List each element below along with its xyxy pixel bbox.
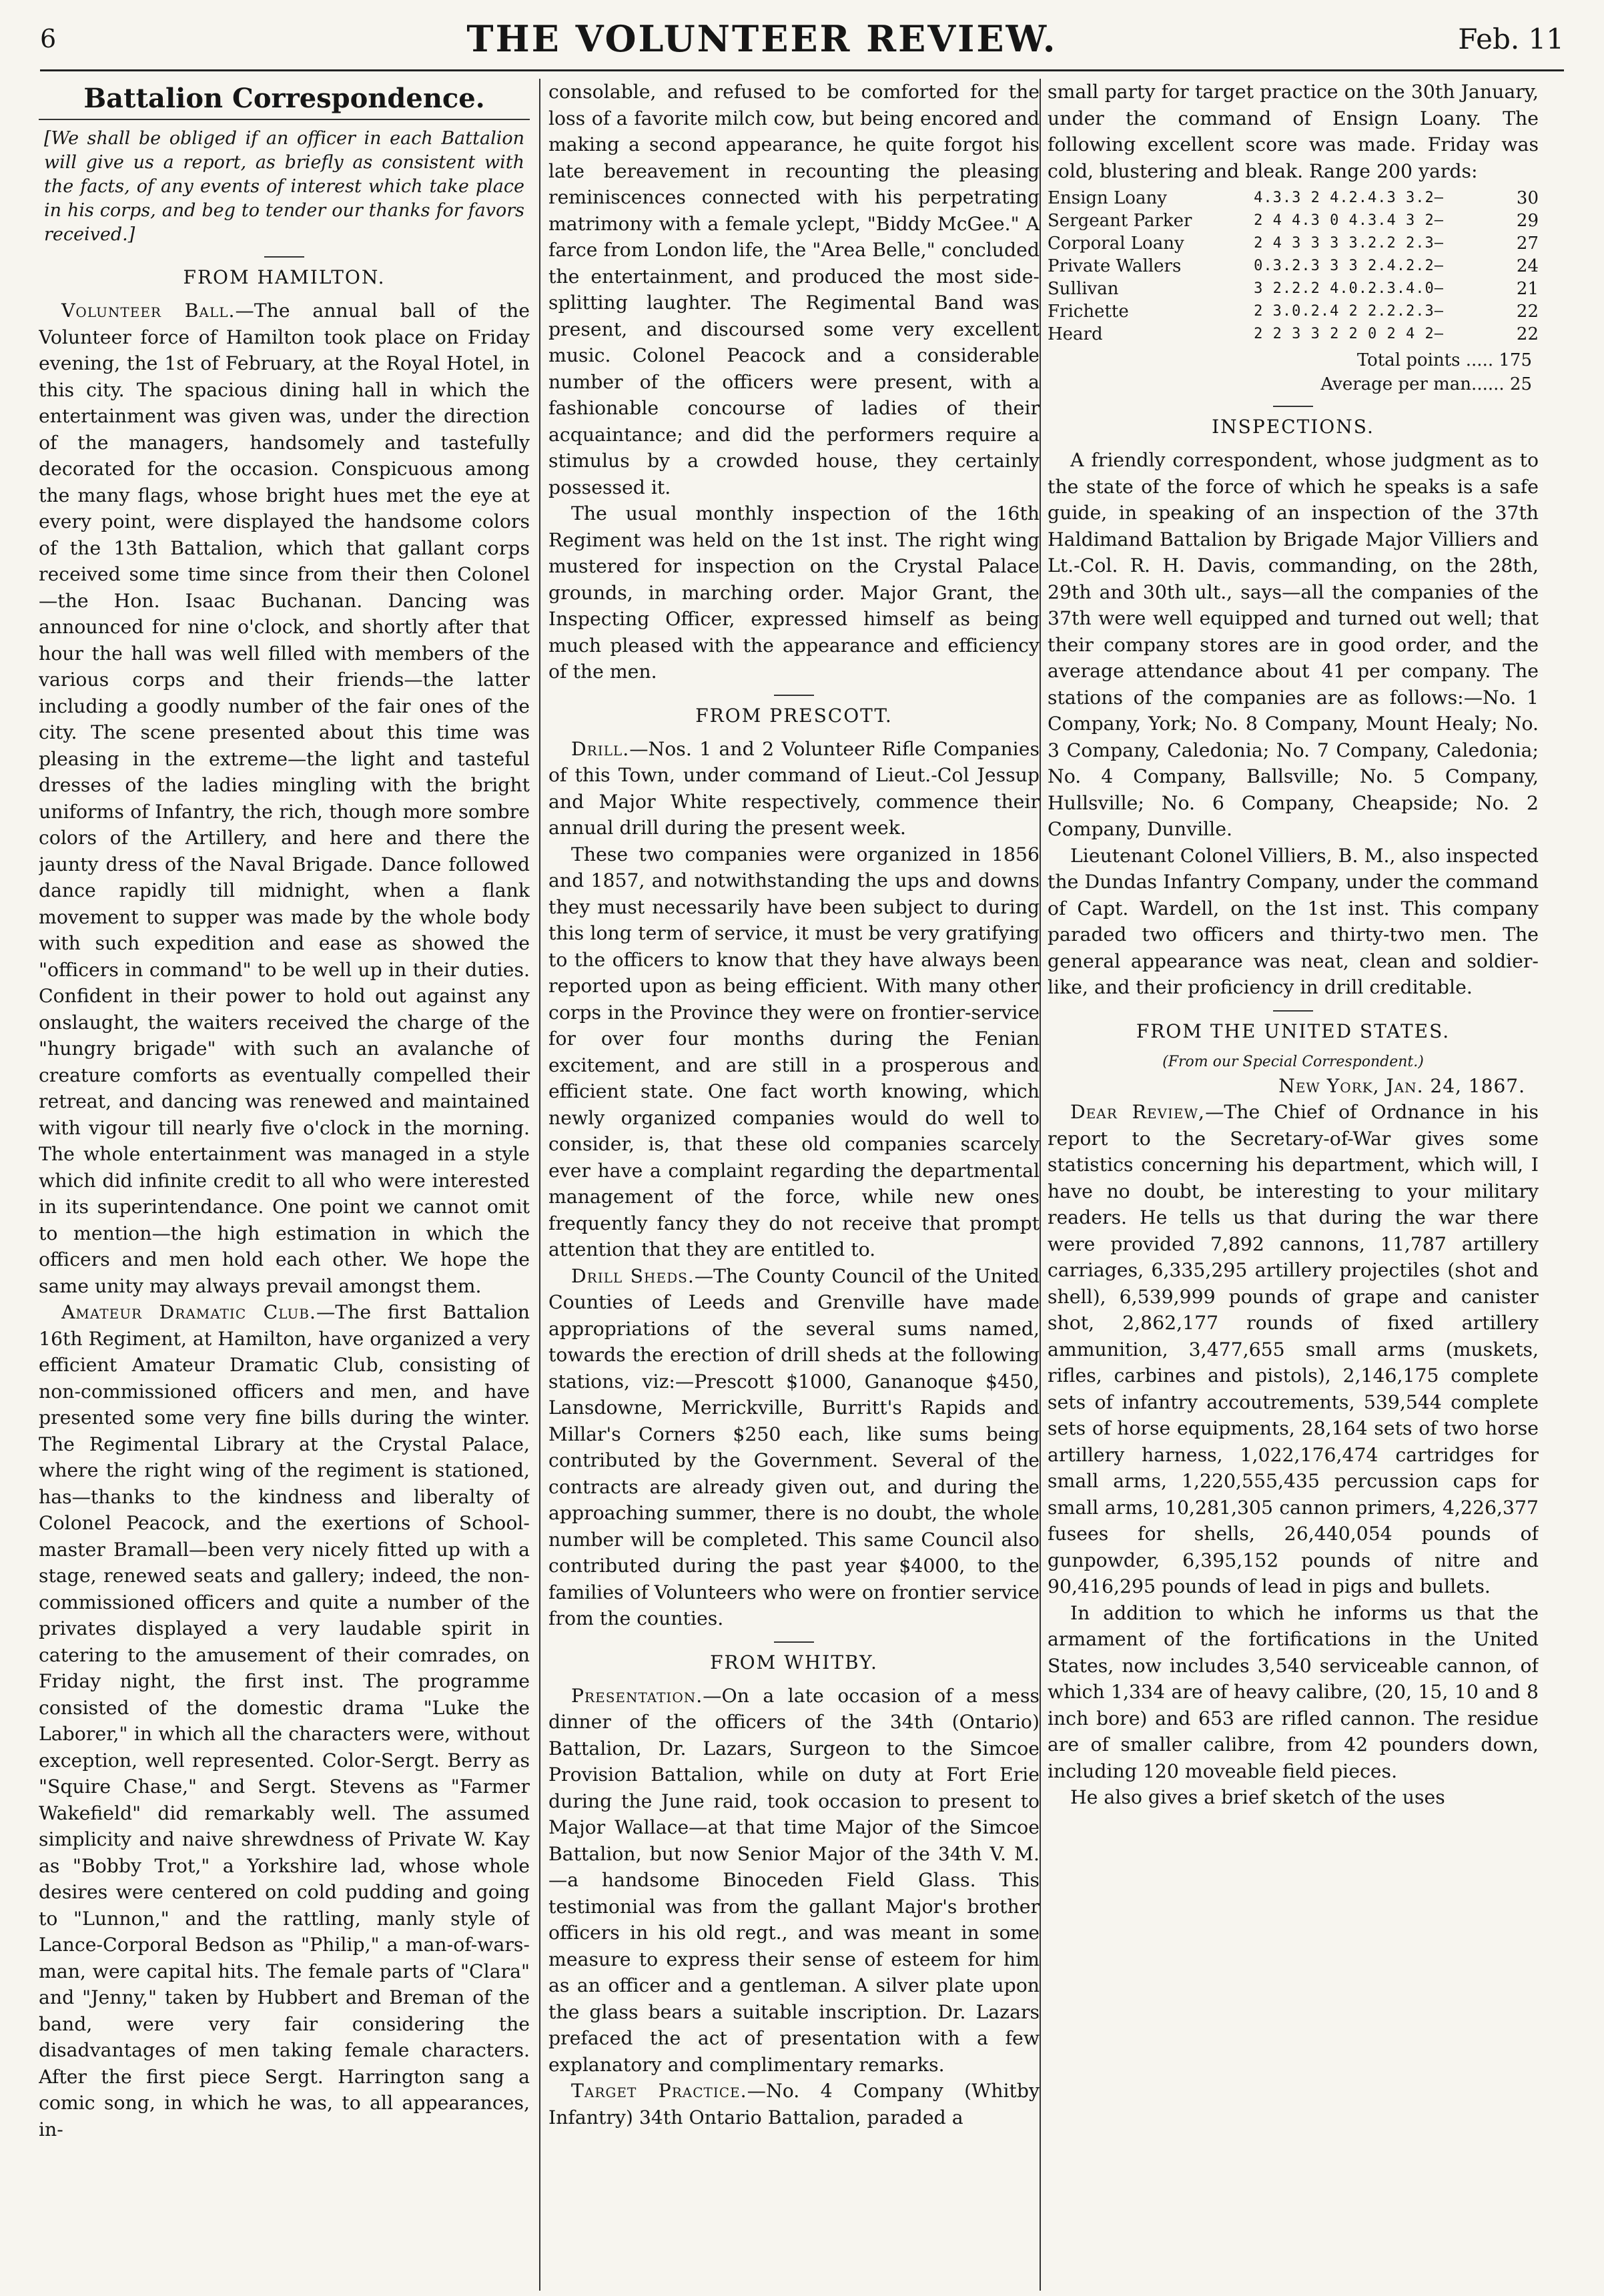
- companies-article: These two companies were organized in 1856 and 1857, and notwithstanding the ups and downs they must necessarily have been subject to during this long term of service, it must be very gratifying to the officers to know that they have always been reported upon as being efficient. With many other corps in the Province they were on frontier-service for over four months during the Fenian excitement, and are still in a prosperous and efficient state. One fact worth knowing, which newly organized companies would do well to consider, is, that these old companies scarcely ever have a complaint regarding the departmental management of the force, while new ones frequently fancy they do not receive that prompt attention that they are entitled to.: [548, 843, 1040, 1260]
- newspaper-title: THE VOLUNTEER REVIEW.: [466, 17, 1058, 60]
- score-total: 22: [1516, 324, 1539, 344]
- column-1: [39, 79, 530, 2295]
- issue-date: Feb. 11: [1458, 22, 1564, 55]
- column-3: [1048, 79, 1539, 2295]
- score-total: 21: [1516, 279, 1539, 299]
- score-row: [1048, 187, 1539, 210]
- score-table: [1048, 187, 1539, 346]
- editor-note: [We shall be obliged if an officer in each Battalion will give us a report, as briefly as consistent with the facts, of any events of interest which take place in his corps, and beg to tender our thanks for favors received.]: [44, 128, 524, 245]
- dundas-article: Lieutenant Colonel Villiers, B. M., also inspected the Dundas Infantry Company, under the command of Capt. Wardell, on the 1st inst. This company paraded two officers and thirty-two men. The general appearance was neat, clean and soldier-like, and their proficiency in drill creditable.: [1048, 844, 1539, 998]
- target-lead: Target Practice.: [571, 2080, 747, 2102]
- score-shots: 0.3.2.3 3 3 2.4.2.2—: [1254, 258, 1445, 274]
- score-shots: 3 2.2.2 4.0.2.3.4.0—: [1254, 280, 1445, 297]
- section-title: Battalion Correspondence.: [39, 81, 530, 120]
- score-total: 24: [1516, 256, 1539, 276]
- score-shots: 2 4 3 3 3 3.2.2 2.3—: [1254, 235, 1445, 252]
- ball-text: —The annual ball of the Volunteer force of Hamilton took place on Friday evening, the 1st of February, at the Royal Hotel, in this city. The spacious dining hall in which the entertainment was given was, under the direction of the managers, handsomely and tastefully decorated for the occasion. Conspicuous among the many flags, whose bright hues met the eye at every point, were displayed the handsome colors of the 13th Battalion, which that gallant corps received some time since from their then Colonel—the Hon. Isaac Buchanan. Dancing was announced for nine o'clock, and shortly after that hour the hall was well filled with members of the various corps and their friends—the latter including a goodly number of the fair ones of the city. The scene presented about this time was pleasing in the extreme—the light and tasteful dresses of the ladies mingling with the bright uniforms of Infantry, the rich, though more sombre colors of the Artillery, and here and there the jaunty dress of the Naval Brigade. Dance followed dance rapidly till midnight, when a flank movement to supper was made by the whole body with such expedition and ease as showed the "officers in command" to be well up in their duties. Confident in their power to hold out against any onslaught, the waiters received the charge of the "hungry brigade" with such an avalanche of creature comforts as eventually compelled their retreat, and dancing was renewed and maintained with vigour till nearly five o'clock in the morning. The whole entertainment was managed in a style which did infinite credit to all who were interested in its superintendance. One point we cannot omit to mention—the high estimation in which the officers and men hold each other. We hope the same unity may always prevail amongst them.: [39, 300, 530, 1297]
- dramatic-lead: Amateur Dramatic Club.: [61, 1301, 316, 1323]
- score-total: 27: [1516, 234, 1539, 254]
- dateline: New York, Jan. 24, 1867.: [1278, 1074, 1525, 1097]
- score-name: Heard: [1048, 324, 1103, 344]
- dramatic-continuation: consolable, and refused to be comforted for the loss of a favorite milch cow, but being encored and making a second appearance, he quite forgot his late bereavement in recounting the pleasing reminiscences connected with his perpetrating matrimony with a female yclept, "Biddy McGee." A farce from London life, the "Area Belle," concluded the entertainment, and produced the most side-splitting laughter. The Regimental Band was present, and discoursed some very excellent music. Colonel Peacock and a considerable number of the officers were present, with a fashionable concourse of ladies of their acquaintance; and did the performers require a stimulus by a crowded house, they certainly possessed it.: [548, 81, 1040, 498]
- sheds-lead: Drill Sheds.: [571, 1264, 695, 1287]
- score-row: [1048, 255, 1539, 278]
- dramatic-text: —The first Battalion 16th Regiment, at Hamilton, have organized a very efficient Amateur Dramatic Club, consisting of non-commissioned officers and men, and have presented some very fine bills during the winter. The Regimental Library at the Crystal Palace, where the right wing of the regiment is stationed, has—thanks to the kindness and liberalty of Colonel Peacock, and the exertions of School-master Bramall—been very nicely fitted up with a stage, renewed seats and gallery; indeed, the non-commissioned officers and quite a number of the privates displayed a very laudable spirit in catering to the amusement of their comrades, on Friday night, the first inst. The programme consisted of the domestic drama "Luke the Laborer," in which all the characters were, without exception, well represented. Color-Sergt. Berry as "Squire Chase," and Sergt. Stevens as "Farmer Wakefield" did remarkably well. The assumed simplicity and naive shrewdness of Private W. Kay as "Bobby Trot," a Yorkshire lad, whose whole desires were centered on cold pudding and going to "Lunnon," and the rattling, manly style of Lance-Corporal Bedson as "Philip," a man-of-wars-man, were capital hits. The female parts of "Clara" and "Jenny," taken by Hubbert and Breman of the band, were very fair considering the disadvantages of men taking female characters. After the first piece Sergt. Harrington sang a comic song, in which he was, to all appearances, in-: [39, 1301, 530, 2141]
- us-salutation: Dear Review,: [1070, 1101, 1206, 1123]
- score-total: 29: [1516, 211, 1539, 231]
- score-shots: 2 4 4.3 0 4.3.4 3 2—: [1254, 212, 1445, 229]
- whitby-heading: FROM WHITBY.: [548, 1641, 1040, 1676]
- closing-article: He also gives a brief sketch of the uses: [1070, 1786, 1445, 1808]
- score-name: Ensign Loany: [1048, 188, 1167, 208]
- score-row: [1048, 278, 1539, 300]
- united-states-heading: FROM THE UNITED STATES.: [1048, 1010, 1539, 1045]
- score-shots: 4.3.3 2 4.2.4.3 3.2—: [1254, 189, 1445, 206]
- column-rule-right: [1040, 79, 1041, 2291]
- armament-article: In addition to which he informs us that the armament of the fortifications in the United States, now includes 3,540 serviceable cannon, of which 1,334 are of heavy calibre, (20, 15, 10 and 8 inch bore) and 653 are rifled cannon. The residue are of smaller calibre, from 42 pounders down, including 120 moveable field pieces.: [1048, 1601, 1539, 1782]
- page-number: 6: [40, 24, 57, 53]
- correspondent-note: (From our Special Correspondent.): [1162, 1053, 1424, 1070]
- presentation-lead: Presentation.: [571, 1684, 703, 1707]
- score-row: [1048, 300, 1539, 323]
- sheds-text: —The County Council of the United Counties of Leeds and Grenville have made appropriations of the several sums named, towards the erection of drill sheds at the following stations, viz:—Prescott $1000, Gananoque $450, Lansdowne, Merrickville, Burritt's Rapids and Millar's Corners $250 each, like sums being contributed by the Government. Several of the contracts are already given out, and during the approaching summer, there is no doubt, the whole number will be completed. This same Council also contributed during the past year $4000, to the families of Volunteers who were on frontier service from the counties.: [548, 1264, 1040, 1629]
- prescott-heading: FROM PRESCOTT.: [548, 695, 1040, 729]
- sheds-article: [548, 1263, 1040, 1632]
- column-2: [548, 79, 1040, 2295]
- total-points: Total points ..... 175: [1356, 350, 1532, 370]
- inspections-article: A friendly correspondent, whose judgment as to the state of the force of which he speaks is a safe guide, in speaking of an inspection of the 37th Haldimand Battalion by Brigade Major Villiers and Lt.-Col. R. H. Davis, commanding, on the 28th, 29th and 30th ult., says—all the companies of the 37th were well equipped and turned out well; that their company stores are in good order, and the average attendance about 41 per company. The stations of the companies are as follows:—No. 1 Company, York; No. 8 Company, Mount Healy; No. 3 Company, Caledonia; No. 7 Company, Caledonia; No. 4 Company, Ballsville; No. 5 Company, Hullsville; No. 6 Company, Cheapside; No. 2 Company, Dunville.: [1048, 449, 1539, 840]
- hamilton-heading: FROM HAMILTON.: [39, 256, 530, 291]
- ball-article: [39, 298, 530, 1299]
- score-name: Corporal Loany: [1048, 234, 1184, 254]
- column-rule-left: [539, 79, 540, 2291]
- ball-lead: Volunteer Ball.: [61, 300, 236, 322]
- us-text: —The Chief of Ordnance in his report to the Secretary-of-War gives some statistics concerning his department, which will, I have no doubt, be interesting to your military readers. He tells us that during the war there were provided 7,892 cannons, 11,787 artillery carriages, 6,335,295 artillery projectiles (shot and shell), 6,539,999 pounds of grape and canister shot, 2,862,177 rounds of fixed artillery ammunition, 3,477,655 small arms (muskets, rifles, carbines and pistols), 2,146,175 complete sets of infantry accoutrements, 539,544 complete sets of horse equipments, 28,164 sets of two horse artillery harness, 1,022,176,474 cartridges for small arms, 1,220,555,435 percussion caps for small arms, 10,281,305 cannon primers, 4,226,377 fusees for shells, 26,440,054 pounds of gunpowder, 6,395,152 pounds of nitre and 90,416,295 pounds of lead in pigs and bullets.: [1048, 1101, 1539, 1597]
- drill-lead: Drill.: [571, 737, 630, 760]
- us-article: [1048, 1099, 1539, 1600]
- target-article: [548, 2078, 1040, 2131]
- presentation-text: —On a late occasion of a mess dinner of the officers of the 34th (Ontario) Battalion, Dr. Lazars, Surgeon to the Simcoe Provision Battalion, while on duty at Fort Erie during the June raid, took occasion to present to Major Wallace—at that time Major of the Simcoe Battalion, but now Senior Major of the 34th V. M.—a handsome Binoceden Field Glass. This testimonial was from the gallant Major's brother officers in his old regt., and was meant in some measure to express their sense of esteem for him as an officer and a gentleman. A silver plate upon the glass bears a suitable inscription. Dr. Lazars prefaced the act of presentation with a few explanatory and complimentary remarks.: [548, 1684, 1040, 2076]
- dramatic-article: [39, 1299, 530, 2143]
- score-name: Private Wallers: [1048, 256, 1182, 276]
- drill-text: —Nos. 1 and 2 Volunteer Rifle Companies of this Town, under command of Lieut.-Col Jessup and Major White respectively, commence their annual drill during the present week.: [548, 737, 1040, 839]
- score-name: Frichette: [1048, 302, 1129, 322]
- score-shots: 2 3.0.2.4 2 2.2.2.3—: [1254, 303, 1445, 320]
- target-continuation: small party for target practice on the 30th January, under the command of Ensign Loany. The following excellent score was made. Friday was cold, blustering and bleak. Range 200 yards:: [1048, 81, 1539, 182]
- inspection-article: The usual monthly inspection of the 16th Regiment was held on the 1st inst. The right wing mustered for inspection on the Crystal Palace grounds, in marching order. Major Grant, the Inspecting Officer, expressed himself as being much pleased with the appearance and efficiency of the men.: [548, 502, 1040, 683]
- score-name: Sergeant Parker: [1048, 211, 1192, 231]
- score-total: 30: [1516, 188, 1539, 208]
- drill-article: [548, 736, 1040, 841]
- average-per-man: Average per man...... 25: [1320, 374, 1532, 394]
- score-shots: 2 2 3 3 2 2 0 2 4 2—: [1254, 326, 1445, 342]
- target-text: —No. 4 Company (Whitby Infantry) 34th Ontario Battalion, paraded a: [548, 2080, 1040, 2129]
- inspections-heading: INSPECTIONS.: [1048, 406, 1539, 440]
- score-row: [1048, 210, 1539, 232]
- score-row: [1048, 323, 1539, 346]
- presentation-article: [548, 1683, 1040, 2078]
- score-name: Sullivan: [1048, 279, 1119, 299]
- score-row: [1048, 232, 1539, 255]
- score-total: 22: [1516, 302, 1539, 322]
- masthead: [40, 8, 1564, 71]
